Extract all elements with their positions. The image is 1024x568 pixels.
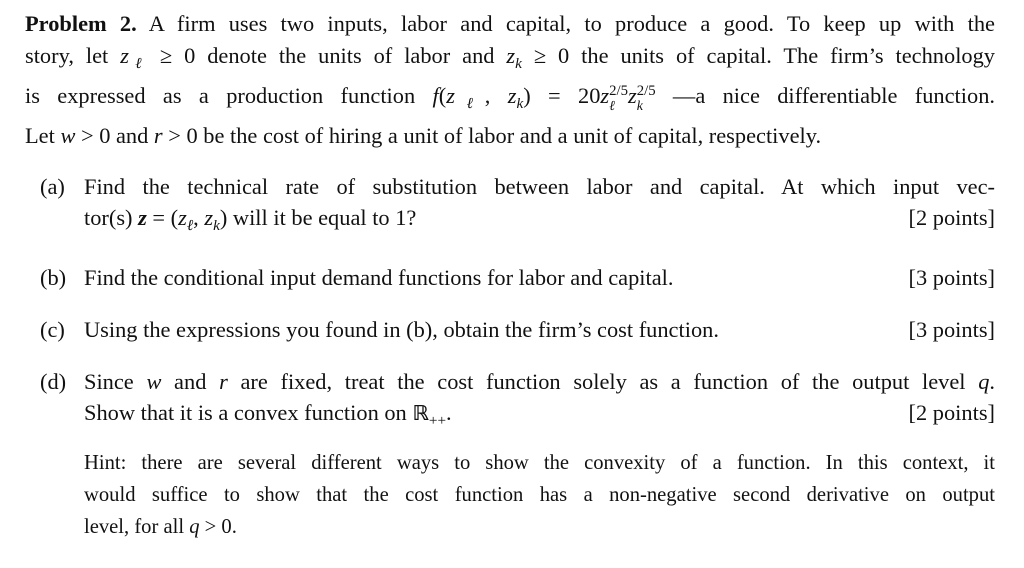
part-b-text: Find the conditional input demand functions for labor and capital. xyxy=(84,264,674,290)
part-a-text: tor(s) $z = (z_\ell$, $z_k$) will it be equal to 1? xyxy=(84,205,417,234)
problem-parts xyxy=(40,171,995,543)
intro-line-2: story, let $z_\ell \ge 0$ denote the units of labor and $z_k \ge 0$ the units of capital. The firm’s technology xyxy=(25,43,995,72)
intro-line-1: Problem 2. A firm uses two inputs, labor and capital, to produce a good. To keep up with the xyxy=(25,11,995,36)
hint-paragraph xyxy=(40,447,995,543)
part-a xyxy=(40,171,995,241)
part-d-text: Show that it is a convex function on ℝ$_{++}$. xyxy=(84,399,452,429)
part-c-line-1 xyxy=(84,314,995,345)
intro-line-4: Let w > 0 and r > 0 be the cost of hiring a unit of labor and a unit of capital, respectively. xyxy=(25,122,822,148)
intro-line-3: is expressed as a production function $f(z_\ell$, $z_k) = 20z$ 2/5 ℓ z 2/5 k —a nice differentiable function. xyxy=(25,82,995,115)
part-d-line-1: Since w and r are fixed, treat the cost function solely as a function of the output level q. xyxy=(84,368,996,394)
part-a-line-2 xyxy=(84,202,995,241)
points-badge: [3 points] xyxy=(908,264,995,290)
part-label: (d) xyxy=(40,368,67,394)
hint-line-3: level, for all q > 0. xyxy=(84,515,237,538)
hint-line-1: Hint: there are several different ways to show the convexity of a function. In this context, it xyxy=(84,451,995,474)
part-c xyxy=(40,314,995,345)
hint-line-2: would suffice to show that the cost function has a non-negative second derivative on output xyxy=(84,483,995,506)
part-a-line-1: Find the technical rate of substitution between labor and capital. At which input vec- xyxy=(84,174,995,199)
part-d-line-2 xyxy=(84,397,995,436)
points-badge: [3 points] xyxy=(908,316,995,342)
points-badge: [2 points] xyxy=(908,399,995,425)
problem-heading: Problem 2. xyxy=(25,11,137,36)
part-label: (c) xyxy=(40,316,65,342)
problem-statement xyxy=(25,8,995,152)
part-b xyxy=(40,262,995,293)
points-badge: [2 points] xyxy=(908,205,995,230)
part-d xyxy=(40,366,995,436)
part-c-text: Using the expressions you found in (b), obtain the firm’s cost function. xyxy=(84,316,719,342)
part-label: (a) xyxy=(40,174,65,199)
part-b-line-1 xyxy=(84,262,995,293)
part-label: (b) xyxy=(40,264,67,290)
